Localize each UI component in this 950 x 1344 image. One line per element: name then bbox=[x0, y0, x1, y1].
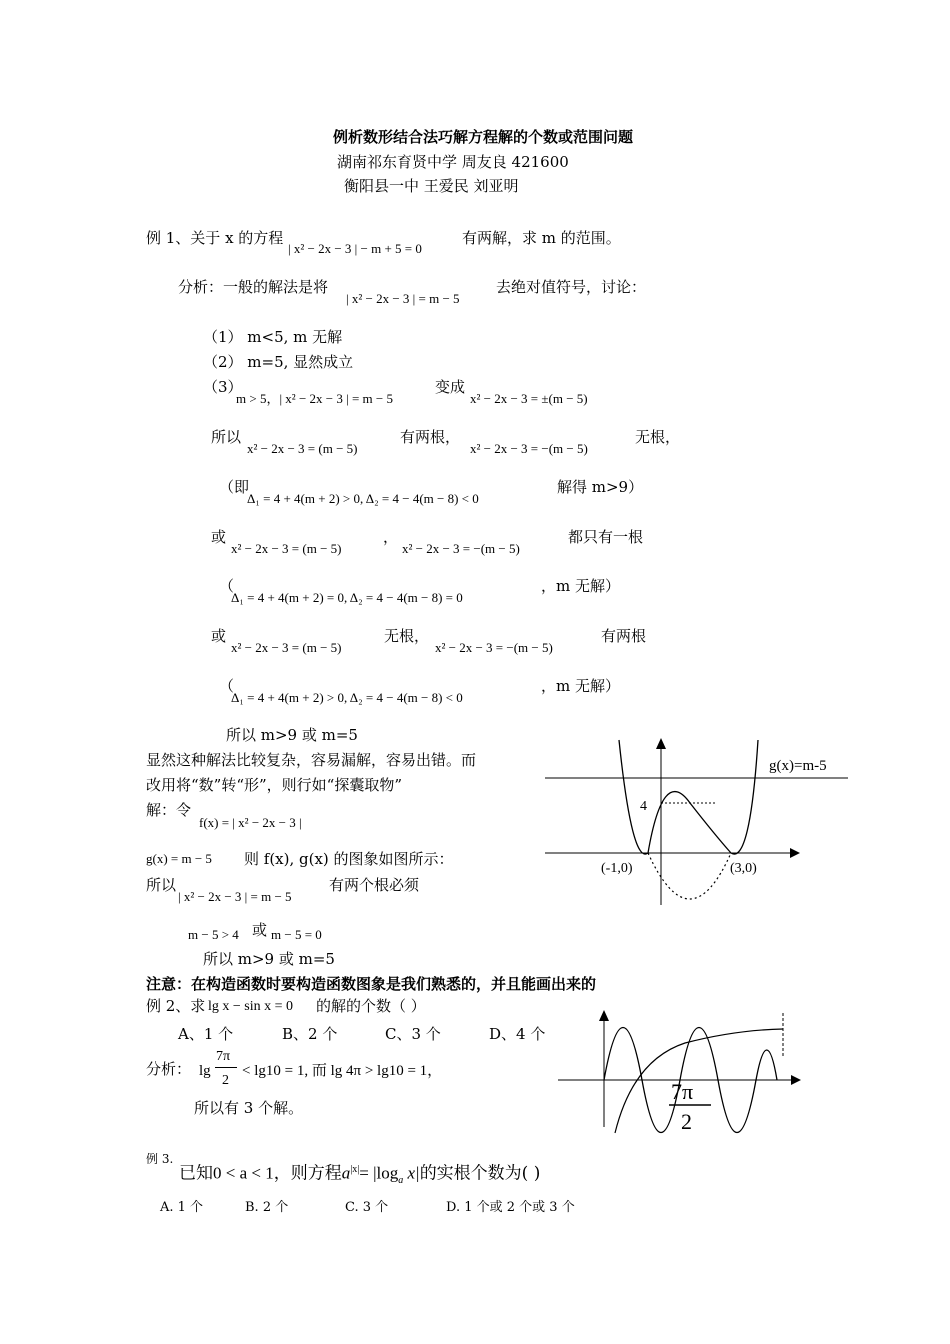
f-hump bbox=[648, 792, 731, 853]
ex3-condition: 0 < a < 1 bbox=[213, 1163, 274, 1183]
ex1-line6-separator: ， bbox=[383, 528, 399, 546]
ex1-line4-equation-2: x² − 2x − 3 = −(m − 5) bbox=[470, 441, 588, 456]
ex1-line4-prefix: 所以 bbox=[211, 428, 242, 446]
ex3-eq-exponent: |x| bbox=[350, 1164, 360, 1175]
ex1-case-3-equation-2: x² − 2x − 3 = ±(m − 5) bbox=[470, 391, 588, 406]
ex1-line5-prefix: （即 bbox=[219, 478, 250, 496]
x-left-label: (-1,0) bbox=[601, 861, 633, 876]
ex3-option-b: B. 2 个 bbox=[245, 1200, 289, 1215]
lg-curve bbox=[615, 1029, 783, 1133]
ex1-line6-prefix: 或 bbox=[211, 528, 227, 546]
ex1-line6-equation-2: x² − 2x − 3 = −(m − 5) bbox=[402, 541, 520, 556]
ex1-question-suffix: 有两解，求 m 的范围。 bbox=[462, 229, 621, 247]
y-tick-label: 4 bbox=[640, 799, 647, 814]
ex1-question-prefix: 例 1、关于 x 的方程 bbox=[146, 229, 284, 247]
ex1-case-1: （1） m<5, m 无解 bbox=[203, 328, 343, 346]
ex1-line7-suffix: ，m 无解） bbox=[541, 577, 620, 595]
parabola-dotted bbox=[648, 853, 731, 899]
ex1-line5-suffix: 解得 m>9） bbox=[557, 478, 644, 496]
ex1-line5-equation: Δ₁ = 4 + 4(m + 2) > 0, Δ₂ = 4 − 4(m − 8) < 0 bbox=[247, 491, 479, 506]
ex1-question-equation: | x² − 2x − 3 | − m + 5 = 0 bbox=[288, 241, 422, 256]
ex2-graph-denominator: 2 bbox=[681, 1109, 692, 1134]
ex2-option-b: B、2 个 bbox=[282, 1025, 338, 1043]
note-text: 注意：在构造函数时要构造函数图象是我们熟悉的，并且能画出来的 bbox=[146, 975, 597, 993]
ex1-analysis-suffix: 去绝对值符号，讨论： bbox=[496, 278, 647, 296]
ex1-so-prefix: 所以 bbox=[146, 876, 177, 894]
ex1-line6-equation-1: x² − 2x − 3 = (m − 5) bbox=[231, 541, 342, 556]
ex1-line4-equation-1: x² − 2x − 3 = (m − 5) bbox=[247, 441, 358, 456]
ex1-case-3-becomes: 变成 bbox=[435, 378, 466, 396]
ex3-option-a: A. 1 个 bbox=[160, 1200, 204, 1215]
ex1-line8-middle: 无根， bbox=[384, 627, 430, 645]
ex1-condition-2: m − 5 = 0 bbox=[271, 927, 322, 942]
author-line-2: 衡阳县一中 王爱民 刘亚明 bbox=[344, 177, 519, 195]
ex1-analysis-equation: | x² − 2x − 3 | = m − 5 bbox=[346, 291, 460, 306]
ex3-label: 例 3. bbox=[146, 1152, 174, 1166]
ex1-line8-equation-1: x² − 2x − 3 = (m − 5) bbox=[231, 640, 342, 655]
ex3-prefix: 已知 bbox=[179, 1163, 213, 1184]
ex1-line9-equation: Δ₁ = 4 + 4(m + 2) > 0, Δ₂ = 4 − 4(m − 8) < 0 bbox=[231, 690, 463, 705]
ex2-graph-y-arrow-icon bbox=[599, 1010, 609, 1021]
ex3-eq-base: a bbox=[341, 1163, 351, 1183]
page-title: 例析数形结合法巧解方程解的个数或范围问题 bbox=[333, 128, 634, 146]
ex1-line4-suffix: 无根， bbox=[635, 428, 681, 446]
ex1-so-suffix: 有两个根必须 bbox=[329, 876, 420, 894]
ex1-line7-prefix: （ bbox=[219, 577, 235, 595]
ex1-para-2: 改用将“数”转“形”，则行如“探囊取物” bbox=[146, 776, 403, 794]
ex1-analysis-prefix: 分析：一般的解法是将 bbox=[178, 278, 329, 296]
ex1-graph bbox=[540, 735, 860, 910]
ex2-graph bbox=[555, 1005, 815, 1135]
ex1-para-1: 显然这种解法比较复杂，容易漏解，容易出错。而 bbox=[146, 751, 477, 769]
ex1-line6-suffix: 都只有一根 bbox=[568, 528, 644, 546]
ex1-case-3-equation: m > 5，| x² − 2x − 3 | = m − 5 bbox=[236, 391, 393, 406]
ex3-question bbox=[179, 1160, 540, 1191]
ex1-line8-prefix: 或 bbox=[211, 627, 227, 645]
ex2-question-prefix: 例 2、求 bbox=[146, 997, 206, 1015]
ex1-line8-suffix: 有两根 bbox=[601, 627, 647, 645]
ex2-option-c: C、3 个 bbox=[385, 1025, 441, 1043]
ex3-eq-end: x| bbox=[403, 1163, 420, 1183]
ex3-suffix: 的实根个数为( ) bbox=[419, 1163, 541, 1184]
ex2-analysis-lg: lg bbox=[199, 1063, 211, 1079]
ex1-line10: 所以 m>9 或 m=5 bbox=[226, 726, 358, 744]
ex1-line9-prefix: （ bbox=[219, 677, 235, 695]
ex1-condition-or: 或 bbox=[252, 921, 268, 939]
f-outer-branches bbox=[619, 740, 758, 854]
ex1-g-definition: g(x) = m − 5 bbox=[146, 851, 212, 866]
ex2-option-a: A、1 个 bbox=[178, 1025, 234, 1043]
ex1-so-equation: | x² − 2x − 3 | = m − 5 bbox=[178, 889, 292, 904]
g-label: g(x)=m-5 bbox=[769, 758, 827, 774]
ex3-middle: ，则方程 bbox=[273, 1163, 342, 1184]
ex1-graph-x-arrow-icon bbox=[790, 848, 800, 858]
ex2-analysis-numerator: 7π bbox=[216, 1049, 231, 1064]
ex1-para-3: 解：令 bbox=[146, 801, 192, 819]
ex2-result: 所以有 3 个解。 bbox=[194, 1099, 304, 1117]
ex2-question-equation: lg x − sin x = 0 bbox=[208, 999, 294, 1014]
ex3-eq-rest: = |log bbox=[359, 1163, 399, 1183]
ex2-question-suffix: 的解的个数（ ） bbox=[316, 997, 426, 1015]
ex1-g-suffix: 则 f(x), g(x) 的图象如图所示： bbox=[244, 850, 454, 868]
ex1-f-definition: f(x) = | x² − 2x − 3 | bbox=[199, 815, 302, 830]
ex2-option-d: D、4 个 bbox=[489, 1025, 546, 1043]
ex3-eq-subscript: a bbox=[398, 1175, 404, 1187]
ex2-graph-numerator: 7π bbox=[671, 1079, 694, 1104]
ex2-analysis-prefix: 分析： bbox=[146, 1060, 192, 1078]
ex1-case-3-label: （3） bbox=[203, 378, 243, 396]
author-line-1: 湖南祁东育贤中学 周友良 421600 bbox=[337, 153, 569, 171]
ex1-result: 所以 m>9 或 m=5 bbox=[203, 950, 335, 968]
ex1-line4-middle: 有两根， bbox=[400, 428, 461, 446]
ex3-option-c: C. 3 个 bbox=[345, 1200, 389, 1215]
ex2-graph-x-arrow-icon bbox=[791, 1075, 801, 1085]
ex1-case-2: （2） m=5, 显然成立 bbox=[203, 353, 354, 371]
ex1-line8-equation-2: x² − 2x − 3 = −(m − 5) bbox=[435, 640, 553, 655]
ex2-analysis-rest: < lg10 = 1, 而 lg 4π > lg10 = 1， bbox=[242, 1063, 443, 1079]
ex2-analysis-denominator: 2 bbox=[222, 1073, 229, 1088]
ex1-graph-y-arrow-icon bbox=[656, 738, 666, 749]
ex3-option-d: D. 1 个或 2 个或 3 个 bbox=[446, 1200, 575, 1215]
ex1-line7-equation: Δ₁ = 4 + 4(m + 2) = 0, Δ₂ = 4 − 4(m − 8) = 0 bbox=[231, 590, 463, 605]
ex1-line9-suffix: ，m 无解） bbox=[541, 677, 620, 695]
x-right-label: (3,0) bbox=[730, 861, 757, 876]
ex1-condition-1: m − 5 > 4 bbox=[188, 927, 239, 942]
ex2-fraction-bar bbox=[215, 1067, 237, 1068]
